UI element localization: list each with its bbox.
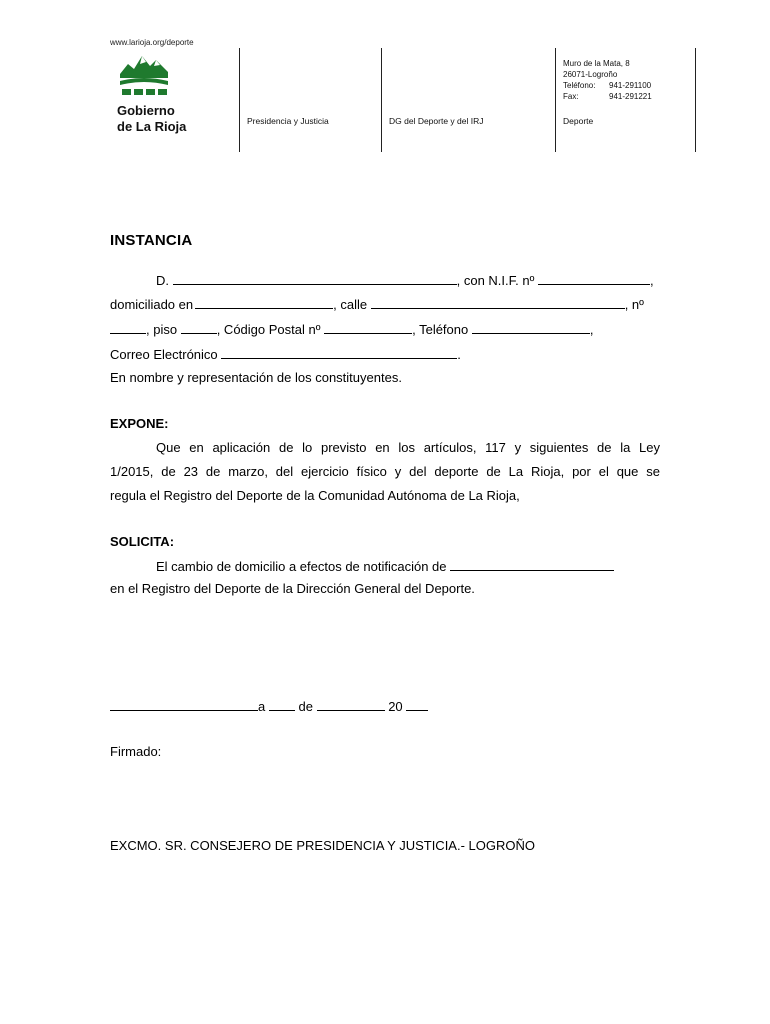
label-domiciliado: domiciliado en bbox=[110, 297, 194, 312]
fax-label: Fax: bbox=[563, 92, 579, 101]
postal-code-blank[interactable] bbox=[324, 321, 412, 334]
applicant-name-line bbox=[110, 272, 660, 288]
nif-blank[interactable] bbox=[538, 272, 650, 285]
entity-blank[interactable] bbox=[450, 558, 614, 571]
fax-value: 941-291221 bbox=[609, 92, 652, 101]
applicant-name-blank[interactable] bbox=[173, 272, 457, 285]
header-divider bbox=[695, 48, 696, 152]
label-de: de bbox=[298, 699, 313, 714]
expone-text-3: regula el Registro del Deporte de la Comunidad Autónoma de La Rioja, bbox=[110, 488, 520, 503]
logo-line-2: de La Rioja bbox=[117, 119, 187, 134]
address-line bbox=[110, 296, 660, 312]
label-codigo-postal: , Código Postal nº bbox=[216, 322, 321, 337]
punct: , bbox=[589, 322, 594, 337]
email-blank[interactable] bbox=[221, 346, 457, 359]
header-service: Deporte bbox=[563, 116, 594, 126]
solicita-text-2: en el Registro del Deporte de la Dirección General del Deporte. bbox=[110, 581, 475, 596]
recipient: EXCMO. SR. CONSEJERO DE PRESIDENCIA Y JUSTICIA.- LOGROÑO bbox=[110, 838, 535, 853]
address-city: 26071-Logroño bbox=[563, 70, 618, 79]
month-blank[interactable] bbox=[317, 698, 385, 711]
logo-wordmark bbox=[117, 103, 186, 135]
day-blank[interactable] bbox=[269, 698, 295, 711]
label-year-prefix: 20 bbox=[388, 699, 403, 714]
label-correo: Correo Electrónico bbox=[110, 347, 218, 362]
details-line bbox=[110, 321, 660, 337]
solicita-label: El cambio de domicilio a efectos de notificación de bbox=[156, 559, 447, 574]
label-nif: , con N.I.F. nº bbox=[456, 273, 535, 288]
website-url: www.larioja.org/deporte bbox=[110, 38, 194, 47]
header-address bbox=[563, 58, 652, 102]
date-line bbox=[110, 698, 660, 714]
logo-line-1: Gobierno bbox=[117, 103, 175, 118]
label-telefono: , Teléfono bbox=[412, 322, 469, 337]
phone-blank[interactable] bbox=[472, 321, 590, 334]
header-directorate: DG del Deporte y del IRJ bbox=[389, 116, 484, 126]
expone-heading: EXPONE: bbox=[110, 416, 169, 431]
header-divider bbox=[239, 48, 240, 152]
label-calle: , calle bbox=[333, 297, 368, 312]
expone-text-2: 1/2015, de 23 de marzo, del ejercicio físico y del deporte de La Rioja, por el que se bbox=[110, 464, 660, 479]
place-blank[interactable] bbox=[110, 698, 258, 711]
header-divider bbox=[381, 48, 382, 152]
year-blank[interactable] bbox=[406, 698, 428, 711]
number-blank[interactable] bbox=[110, 321, 146, 334]
representation-line: En nombre y representación de los constituyentes. bbox=[110, 370, 402, 385]
label-d: D. bbox=[156, 273, 169, 288]
expone-text-1: Que en aplicación de lo previsto en los artículos, 117 y siguientes de la Ley bbox=[156, 440, 660, 455]
address-street: Muro de la Mata, 8 bbox=[563, 59, 630, 68]
la-rioja-crest-icon bbox=[118, 52, 170, 98]
label-a: a bbox=[258, 699, 266, 714]
solicita-text-1 bbox=[110, 558, 660, 574]
document-title: INSTANCIA bbox=[110, 232, 193, 249]
header-department: Presidencia y Justicia bbox=[247, 116, 329, 126]
street-blank[interactable] bbox=[371, 296, 625, 309]
phone-value: 941-291100 bbox=[609, 81, 652, 90]
solicita-heading: SOLICITA: bbox=[110, 534, 175, 549]
floor-blank[interactable] bbox=[181, 321, 217, 334]
email-line bbox=[110, 346, 660, 362]
label-piso: , piso bbox=[146, 322, 178, 337]
city-blank[interactable] bbox=[195, 296, 333, 309]
phone-label: Teléfono: bbox=[563, 81, 596, 90]
punct: , bbox=[649, 273, 654, 288]
punct: . bbox=[457, 347, 461, 362]
signature-label: Firmado: bbox=[110, 744, 162, 759]
label-numero: , nº bbox=[624, 297, 644, 312]
header-divider bbox=[555, 48, 556, 152]
